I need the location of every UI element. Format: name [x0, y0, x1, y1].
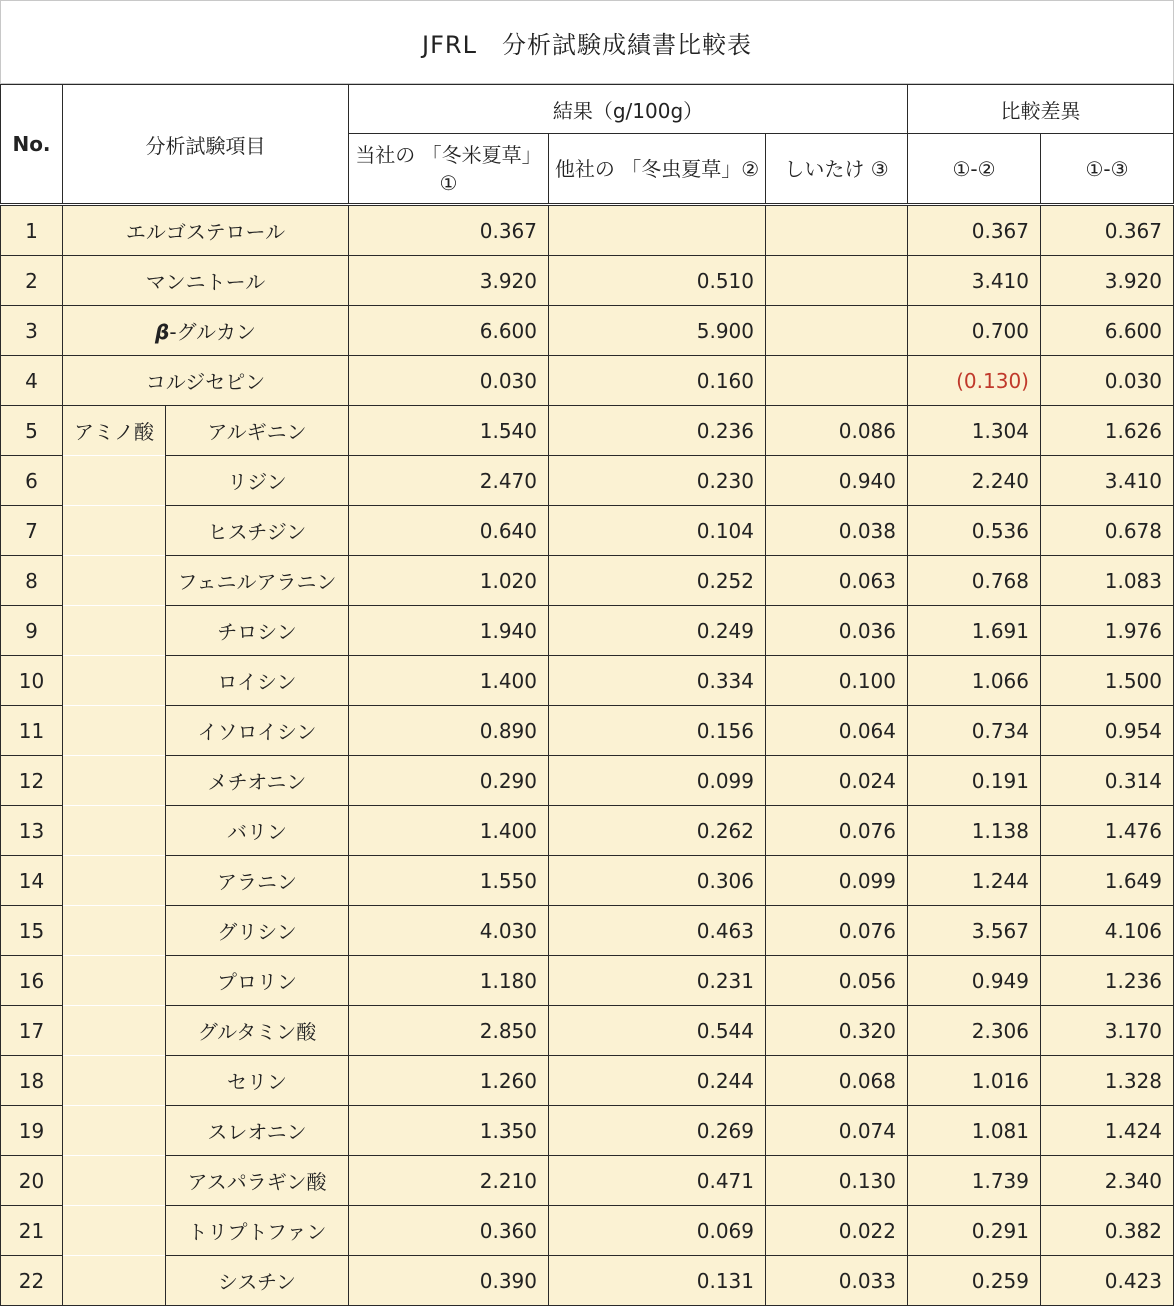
- value-own: 2.850: [349, 1006, 549, 1056]
- diff-1-3: 0.314: [1041, 756, 1174, 806]
- row-number: 16: [1, 956, 63, 1006]
- value-other: 0.236: [549, 406, 766, 456]
- value-own: 1.550: [349, 856, 549, 906]
- diff-1-2: 2.240: [908, 456, 1041, 506]
- diff-1-3: 1.649: [1041, 856, 1174, 906]
- table-row: [1, 656, 1174, 706]
- value-shiitake: 0.038: [766, 506, 908, 556]
- diff-1-2: 0.191: [908, 756, 1041, 806]
- item-name: [63, 256, 349, 306]
- group-cell: [63, 756, 166, 806]
- table-row: [1, 606, 1174, 656]
- value-shiitake: 0.099: [766, 856, 908, 906]
- beta-prefix: β: [155, 320, 170, 344]
- value-other: 0.244: [549, 1056, 766, 1106]
- item-name: ロイシン: [166, 656, 349, 706]
- item-name: チロシン: [166, 606, 349, 656]
- row-number: 18: [1, 1056, 63, 1106]
- diff-1-2: 0.536: [908, 506, 1041, 556]
- value-own: 1.400: [349, 806, 549, 856]
- row-number: 10: [1, 656, 63, 706]
- value-shiitake: 0.940: [766, 456, 908, 506]
- item-name: アルギニン: [166, 406, 349, 456]
- value-own: 1.260: [349, 1056, 549, 1106]
- group-cell: [63, 906, 166, 956]
- comparison-table: [0, 84, 1174, 1306]
- value-other: 0.069: [549, 1206, 766, 1256]
- item-name: アラニン: [166, 856, 349, 906]
- value-other: 0.104: [549, 506, 766, 556]
- diff-1-3: 3.170: [1041, 1006, 1174, 1056]
- value-own: 0.290: [349, 756, 549, 806]
- item-name: [63, 356, 349, 406]
- group-cell: [63, 656, 166, 706]
- group-cell: [63, 456, 166, 506]
- row-number: 20: [1, 1156, 63, 1206]
- group-cell: [63, 956, 166, 1006]
- header-shiitake: しいたけ ③: [766, 134, 908, 205]
- table-row: [1, 806, 1174, 856]
- group-cell: [63, 1206, 166, 1256]
- value-shiitake: 0.024: [766, 756, 908, 806]
- table-row: [1, 256, 1174, 306]
- value-other: 0.463: [549, 906, 766, 956]
- value-shiitake: 0.036: [766, 606, 908, 656]
- value-shiitake: 0.022: [766, 1206, 908, 1256]
- table-row: [1, 556, 1174, 606]
- table-row: [1, 406, 1174, 456]
- item-name: リジン: [166, 456, 349, 506]
- item-name-text: コルジセピン: [145, 370, 266, 394]
- item-name: セリン: [166, 1056, 349, 1106]
- row-number: 6: [1, 456, 63, 506]
- item-name: アスパラギン酸: [166, 1156, 349, 1206]
- diff-1-3: 1.424: [1041, 1106, 1174, 1156]
- diff-1-2: (0.130): [908, 356, 1041, 406]
- diff-1-3: 2.340: [1041, 1156, 1174, 1206]
- diff-1-2: 0.291: [908, 1206, 1041, 1256]
- row-number: 2: [1, 256, 63, 306]
- value-shiitake: [766, 256, 908, 306]
- row-number: 15: [1, 906, 63, 956]
- diff-1-2: 3.410: [908, 256, 1041, 306]
- diff-1-3: 6.600: [1041, 306, 1174, 356]
- row-number: 1: [1, 205, 63, 256]
- value-own: 6.600: [349, 306, 549, 356]
- value-other: 0.510: [549, 256, 766, 306]
- table-row: [1, 756, 1174, 806]
- value-shiitake: [766, 205, 908, 256]
- item-name: フェニルアラニン: [166, 556, 349, 606]
- value-own: 0.367: [349, 205, 549, 256]
- table-row: [1, 205, 1174, 256]
- row-number: 8: [1, 556, 63, 606]
- row-number: 14: [1, 856, 63, 906]
- group-cell: アミノ酸: [63, 406, 166, 456]
- value-other: 0.131: [549, 1256, 766, 1306]
- header-own-product: 当社の 「冬米夏草」①: [349, 134, 549, 205]
- value-own: 0.390: [349, 1256, 549, 1306]
- group-cell: [63, 706, 166, 756]
- value-other: 5.900: [549, 306, 766, 356]
- diff-1-3: 1.500: [1041, 656, 1174, 706]
- item-name: イソロイシン: [166, 706, 349, 756]
- value-own: 0.640: [349, 506, 549, 556]
- value-shiitake: 0.320: [766, 1006, 908, 1056]
- table-row: [1, 906, 1174, 956]
- diff-1-2: 0.734: [908, 706, 1041, 756]
- value-own: 3.920: [349, 256, 549, 306]
- value-own: 1.350: [349, 1106, 549, 1156]
- row-number: 4: [1, 356, 63, 406]
- row-number: 22: [1, 1256, 63, 1306]
- group-cell: [63, 1256, 166, 1306]
- diff-1-2: 1.739: [908, 1156, 1041, 1206]
- item-name: スレオニン: [166, 1106, 349, 1156]
- value-own: 2.210: [349, 1156, 549, 1206]
- diff-1-3: 0.382: [1041, 1206, 1174, 1256]
- value-own: 4.030: [349, 906, 549, 956]
- item-name: グルタミン酸: [166, 1006, 349, 1056]
- table-row: [1, 856, 1174, 906]
- diff-1-3: 4.106: [1041, 906, 1174, 956]
- item-name: メチオニン: [166, 756, 349, 806]
- value-own: 1.180: [349, 956, 549, 1006]
- item-name: トリプトファン: [166, 1206, 349, 1256]
- diff-1-3: 0.954: [1041, 706, 1174, 756]
- table-row: [1, 1256, 1174, 1306]
- value-own: 0.890: [349, 706, 549, 756]
- diff-1-2: 1.138: [908, 806, 1041, 856]
- diff-1-2: 1.244: [908, 856, 1041, 906]
- value-other: 0.249: [549, 606, 766, 656]
- diff-1-3: 3.920: [1041, 256, 1174, 306]
- diff-1-3: 1.626: [1041, 406, 1174, 456]
- value-own: 1.940: [349, 606, 549, 656]
- item-name: プロリン: [166, 956, 349, 1006]
- header-results: 結果（g/100g）: [349, 85, 908, 134]
- row-number: 9: [1, 606, 63, 656]
- value-shiitake: [766, 356, 908, 406]
- value-own: 1.400: [349, 656, 549, 706]
- group-cell: [63, 1156, 166, 1206]
- item-name: グリシン: [166, 906, 349, 956]
- diff-1-2: 0.259: [908, 1256, 1041, 1306]
- value-other: [549, 205, 766, 256]
- diff-1-2: 1.016: [908, 1056, 1041, 1106]
- table-row: [1, 506, 1174, 556]
- value-shiitake: 0.063: [766, 556, 908, 606]
- row-number: 17: [1, 1006, 63, 1056]
- item-name: [63, 306, 349, 356]
- value-other: 0.334: [549, 656, 766, 706]
- group-cell: [63, 556, 166, 606]
- value-shiitake: 0.064: [766, 706, 908, 756]
- value-own: 0.030: [349, 356, 549, 406]
- table-row: [1, 706, 1174, 756]
- header-item: 分析試験項目: [63, 85, 349, 205]
- value-shiitake: 0.076: [766, 906, 908, 956]
- diff-1-2: 0.700: [908, 306, 1041, 356]
- value-own: 1.020: [349, 556, 549, 606]
- value-other: 0.252: [549, 556, 766, 606]
- value-other: 0.160: [549, 356, 766, 406]
- table-row: [1, 1006, 1174, 1056]
- item-name: ヒスチジン: [166, 506, 349, 556]
- comparison-table-container: [0, 84, 1174, 1306]
- header-diff-1-3: ①-③: [1041, 134, 1174, 205]
- diff-1-2: 0.367: [908, 205, 1041, 256]
- diff-1-3: 0.367: [1041, 205, 1174, 256]
- group-cell: [63, 606, 166, 656]
- value-other: 0.306: [549, 856, 766, 906]
- table-row: [1, 1056, 1174, 1106]
- value-shiitake: 0.074: [766, 1106, 908, 1156]
- value-shiitake: 0.100: [766, 656, 908, 706]
- item-name: バリン: [166, 806, 349, 856]
- value-other: 0.156: [549, 706, 766, 756]
- diff-1-3: 0.030: [1041, 356, 1174, 406]
- page-title: JFRL 分析試験成績書比較表: [0, 0, 1174, 84]
- diff-1-3: 1.476: [1041, 806, 1174, 856]
- diff-1-3: 3.410: [1041, 456, 1174, 506]
- header-no: No.: [1, 85, 63, 205]
- group-cell: [63, 1106, 166, 1156]
- diff-1-2: 1.691: [908, 606, 1041, 656]
- table-row: [1, 456, 1174, 506]
- table-row: [1, 306, 1174, 356]
- value-shiitake: 0.056: [766, 956, 908, 1006]
- table-row: [1, 1156, 1174, 1206]
- row-number: 13: [1, 806, 63, 856]
- table-row: [1, 356, 1174, 406]
- item-name: [63, 205, 349, 256]
- value-shiitake: 0.033: [766, 1256, 908, 1306]
- value-own: 1.540: [349, 406, 549, 456]
- value-shiitake: 0.076: [766, 806, 908, 856]
- diff-1-2: 3.567: [908, 906, 1041, 956]
- row-number: 21: [1, 1206, 63, 1256]
- group-cell: [63, 856, 166, 906]
- group-cell: [63, 506, 166, 556]
- diff-1-3: 0.678: [1041, 506, 1174, 556]
- group-cell: [63, 1056, 166, 1106]
- value-other: 0.099: [549, 756, 766, 806]
- diff-1-3: 0.423: [1041, 1256, 1174, 1306]
- table-header: [1, 85, 1174, 205]
- value-shiitake: 0.068: [766, 1056, 908, 1106]
- value-other: 0.471: [549, 1156, 766, 1206]
- row-number: 5: [1, 406, 63, 456]
- diff-1-2: 0.949: [908, 956, 1041, 1006]
- item-name-text: エルゴステロール: [125, 220, 286, 244]
- item-name: シスチン: [166, 1256, 349, 1306]
- value-own: 0.360: [349, 1206, 549, 1256]
- value-shiitake: [766, 306, 908, 356]
- table-row: [1, 1206, 1174, 1256]
- diff-1-2: 2.306: [908, 1006, 1041, 1056]
- value-other: 0.230: [549, 456, 766, 506]
- table-row: [1, 956, 1174, 1006]
- row-number: 11: [1, 706, 63, 756]
- value-other: 0.231: [549, 956, 766, 1006]
- value-other: 0.269: [549, 1106, 766, 1156]
- table-row: [1, 1106, 1174, 1156]
- header-other-product: 他社の 「冬虫夏草」②: [549, 134, 766, 205]
- value-other: 0.544: [549, 1006, 766, 1056]
- group-cell: [63, 1006, 166, 1056]
- row-number: 3: [1, 306, 63, 356]
- item-name-text: マンニトール: [145, 270, 266, 294]
- diff-1-3: 1.976: [1041, 606, 1174, 656]
- header-diff-1-2: ①-②: [908, 134, 1041, 205]
- value-shiitake: 0.130: [766, 1156, 908, 1206]
- row-number: 7: [1, 506, 63, 556]
- item-name-text: -グルカン: [169, 320, 256, 344]
- row-number: 12: [1, 756, 63, 806]
- value-own: 2.470: [349, 456, 549, 506]
- row-number: 19: [1, 1106, 63, 1156]
- header-comparison: 比較差異: [908, 85, 1174, 134]
- diff-1-2: 0.768: [908, 556, 1041, 606]
- value-other: 0.262: [549, 806, 766, 856]
- diff-1-2: 1.304: [908, 406, 1041, 456]
- diff-1-2: 1.081: [908, 1106, 1041, 1156]
- table-body: [1, 205, 1174, 1306]
- diff-1-3: 1.236: [1041, 956, 1174, 1006]
- group-cell: [63, 806, 166, 856]
- diff-1-3: 1.083: [1041, 556, 1174, 606]
- diff-1-2: 1.066: [908, 656, 1041, 706]
- value-shiitake: 0.086: [766, 406, 908, 456]
- diff-1-3: 1.328: [1041, 1056, 1174, 1106]
